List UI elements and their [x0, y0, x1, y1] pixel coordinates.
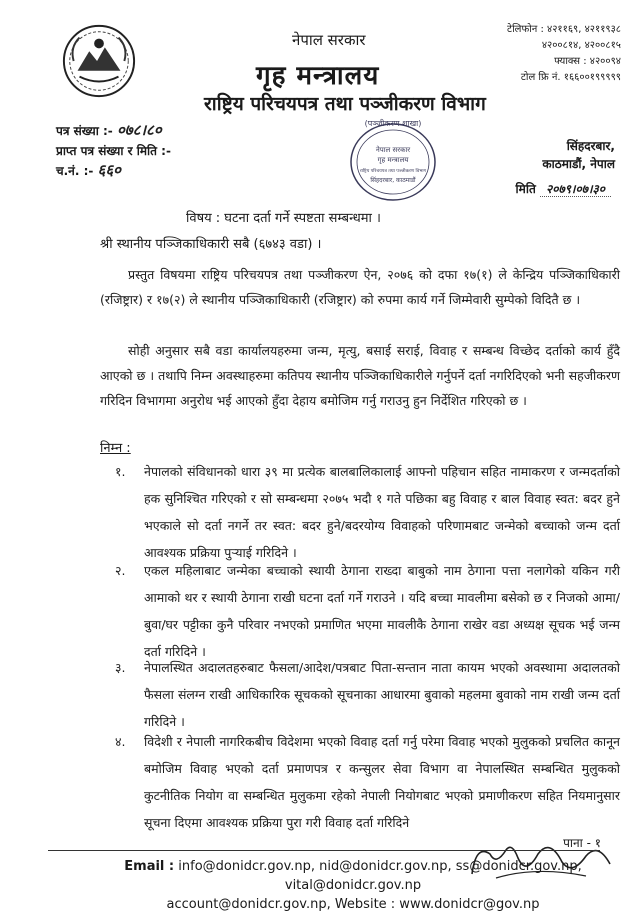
office-address [542, 137, 615, 173]
list-item-text: एकल महिलाबाट जन्मेका बच्चाको स्थायी ठेगाना राख्दा बाबुको नाम ठेगाना पत्ता नलागेको यकिन गरी आमाको थर र स्थायी ठेगाना राखी घटना दर्ता गर्ने गराउने । यदि बच्चा मावलीमा बसेको छ र निजको आमा/बुवा/घर पट्टीका कुनै परिवार नभएको प्रमाणित भएमा मावलीकै ठेगाना राखेर वडा अध्यक्ष सूचक भई जन्म दर्ता गरिदिने । [144, 563, 620, 659]
list-item-text: नेपालस्थित अदालतहरुबाट फैसला/आदेश/पत्रबाट पिता-सन्तान नाता कायम भएको अवस्थामा अदालतको फैसला संलग्न राखी आधिकारिक सूचकको सूचनाका आधारमा बुवाको महलमा बुवाको नाम राखी जन्म दर्ता गरिदिने । [144, 660, 620, 729]
salutation: श्री स्थानीय पञ्जिकाधिकारी सबै (६७४३ वडा) । [100, 237, 322, 252]
letter-number-label: पत्र संख्या :- [56, 124, 113, 138]
footer-email-label: Email : [124, 859, 175, 874]
contact-block [507, 22, 621, 86]
subject-line: विषय : घटना दर्ता गर्ने स्पष्टता सम्बन्धमा । [186, 211, 381, 226]
list-item-2 [115, 557, 620, 665]
phone-numbers-more: ४२००८१४, ४२००८१५ [541, 40, 621, 51]
dispatch-number-label: च.नं. :- [56, 164, 94, 178]
page-number: पाना - १ [563, 836, 601, 850]
list-item-3 [115, 654, 620, 735]
footer-website-line: account@donidcr.gov.np, Website : www.donidcr@gov.np [166, 897, 540, 912]
stamp-line-1: (पञ्जीकरण शाखा) [364, 119, 422, 128]
footer-email-addresses: info@donidcr.gov.np, nid@donidcr.gov.np, ss@donidcr.gov.np, vital@donidcr.gov.np [178, 859, 582, 893]
footer-divider [48, 850, 600, 851]
phone-numbers: टेलिफोन : ४२११६९, ४२११९३८ [507, 24, 621, 35]
dispatch-number-value: ६६० [97, 161, 121, 179]
stamp-seal-icon [338, 112, 448, 204]
stamp-line-2: नेपाल सरकार [375, 146, 411, 154]
date-value: २०७९।०७।३० [540, 182, 611, 197]
letter-number-row [56, 120, 162, 140]
office-stamp [338, 112, 448, 204]
government-name: नेपाल सरकार [292, 31, 366, 49]
list-item-4 [115, 728, 620, 836]
list-item-number: ३. [115, 660, 126, 675]
paragraph-1: प्रस्तुत विषयमा राष्ट्रिय परिचयपत्र तथा पञ्जीकरण ऐन, २०७६ को दफा १७(१) ले केन्द्रिय पञ्जिकाधिकारी (रजिष्ट्रार) र १७(२) ले स्थानीय पञ्जिकाधिकारी (रजिष्ट्रार) को रुपमा कार्य गर्ने जिम्मेवारी सुम्पेको विदितै छ । [100, 267, 620, 307]
fax-number: फ्याक्स : ४२००९४ [554, 56, 621, 67]
received-letter-label: प्राप्त पत्र संख्या र मिति :- [56, 144, 171, 158]
list-item-number: २. [115, 563, 126, 578]
address-line-1: सिंहदरबार, [566, 139, 615, 153]
list-heading: निम्न : [100, 441, 131, 456]
stamp-line-4: राष्ट्रिय परिचयपत्र तथा पञ्जीकरण विभाग [359, 169, 427, 174]
tollfree-number: टोल फ्रि नं. १६६००१९९९९९ [520, 72, 621, 83]
stamp-line-3: गृह मन्त्रालय [377, 156, 409, 164]
ministry-name: गृह मन्त्रालय [256, 61, 380, 91]
government-emblem-icon [60, 22, 138, 100]
date-label: मिति [515, 182, 536, 196]
address-line-2: काठमाडौं, नेपाल [542, 157, 615, 171]
date-row [516, 180, 611, 197]
list-item-text: नेपालको संविधानको धारा ३९ मा प्रत्येक बालबालिकालाई आफ्नो पहिचान सहित नामाकरण र जन्मदर्ताको हक सुनिश्चित गरिएको र सो सम्बन्धमा २०७५ भदौ १ गते पछिका बहु विवाह र बाल विवाह स्वत: बदर हुने भएकाले सो दर्ता नगर्ने तर स्वत: बदर हुने/बदरयोग्य विवाहको परिणामबाट जन्मेको बच्चाको जन्म दर्ता आवश्यक प्रक्रिया पुऱ्याई गरिदिने । [144, 464, 620, 560]
letter-number-value: ०७८।८० [116, 121, 162, 139]
list-item-number: १. [115, 464, 126, 479]
list-item-number: ४. [115, 734, 126, 749]
footer-contacts [88, 857, 618, 914]
paragraph-2: सोही अनुसार सबै वडा कार्यालयहरुमा जन्म, मृत्यु, बसाई सराई, विवाह र सम्बन्ध विच्छेद दर्ताको कार्य हुँदै आएको छ । तथापि निम्न अवस्थाहरुमा कतिपय स्थानीय पञ्जिकाधिकारीले गर्नुपर्ने दर्ता नगरिदिएको भनी सहजीकरण गरिदिन विभागमा अनुरोध भई आएको हुँदा देहाय बमोजिम गर्नु गराउनु हुन निर्देशित गरिएको छ । [100, 343, 620, 408]
list-item-text: विदेशी र नेपाली नागरिकबीच विदेशमा भएको विवाह दर्ता गर्नु परेमा विवाह भएको मुलुकको प्रचलित कानून बमोजिम विवाह भएको दर्ता प्रमाणपत्र र कन्सुलर सेवा विभाग वा नेपालस्थित सम्बन्धित मुलुकको कुटनीतिक नियोग वा सम्बन्धित मुलुकमा रहेको नेपाली नियोगबाट भएको प्रमाणीकरण सहित नियमानुसार सूचना दिएमा आवश्यक प्रक्रिया पुरा गरी विवाह दर्ता गरिदिने [144, 734, 620, 830]
list-item-1 [115, 458, 620, 566]
stamp-line-5: सिंहदरबार, काठमाडौं [370, 177, 416, 184]
department-name: राष्ट्रिय परिचयपत्र तथा पञ्जीकरण विभाग [204, 93, 486, 115]
dispatch-number-row [56, 160, 121, 180]
